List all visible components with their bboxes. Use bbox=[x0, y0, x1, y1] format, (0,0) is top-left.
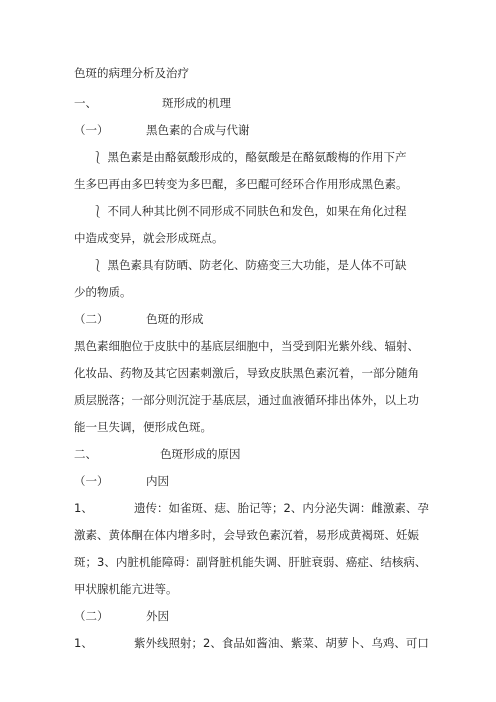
paragraph-4-line-4: 能一旦失调，便形成色斑。 bbox=[74, 420, 212, 434]
paragraph-5-line-3: 斑；3、内脏机能障碍：副肾脏机能失调、肝脏衰弱、癌症、结核病、 bbox=[74, 555, 427, 569]
paragraph-1-line-2: 生多巴再由多巴转变为多巴醌，多巴醌可经环合作用形成黑色素。 bbox=[74, 177, 408, 191]
paragraph-5-line-2: 激素、黄体酮在体内增多时，会导致色素沉着，易形成黄褐斑、妊娠 bbox=[74, 528, 419, 542]
bullet-mark: ⎱ bbox=[92, 150, 104, 164]
paragraph-5-text-1: 遗传：如雀斑、痣、胎记等；2、内分泌失调：雌激素、孕 bbox=[134, 501, 429, 515]
section-2-number: 二、 bbox=[74, 447, 97, 461]
section-2-title: 色斑形成的原因 bbox=[160, 447, 241, 461]
paragraph-5-number: 1、 bbox=[74, 501, 93, 515]
paragraph-2-line-1 bbox=[92, 204, 407, 218]
paragraph-6-text-1: 紫外线照射；2、食品如酱油、紫菜、胡萝卜、乌鸡、可口 bbox=[134, 636, 429, 650]
subsection-1-2-title: 色斑的形成 bbox=[146, 312, 204, 326]
bullet-mark: ⎱ bbox=[92, 258, 104, 272]
section-1-number: 一、 bbox=[74, 96, 97, 110]
paragraph-3-text-1: 黑色素具有防晒、防老化、防癌变三大功能，是人体不可缺 bbox=[107, 258, 407, 272]
paragraph-3-line-1 bbox=[92, 258, 407, 272]
section-2-heading bbox=[74, 447, 241, 461]
paragraph-5-line-4: 甲状腺机能亢进等。 bbox=[74, 582, 178, 596]
paragraph-4-line-1: 黑色素细胞位于皮肤中的基底层细胞中，当受到阳光紫外线、辐射、 bbox=[74, 339, 419, 353]
paragraph-2-text-1: 不同人种其比例不同形成不同肤色和发色，如果在角化过程 bbox=[107, 204, 407, 218]
paragraph-3-line-2: 少的物质。 bbox=[74, 285, 132, 299]
paragraph-2-line-2: 中造成变异，就会形成斑点。 bbox=[74, 231, 224, 245]
subsection-1-1-heading bbox=[74, 123, 250, 137]
paragraph-1-text-1: 黑色素是由酪氨酸形成的，酪氨酸是在酪氨酸梅的作用下产 bbox=[107, 150, 407, 164]
subsection-2-2-heading bbox=[74, 609, 169, 623]
doc-title: 色斑的病理分析及治疗 bbox=[74, 66, 189, 80]
paragraph-1-line-1 bbox=[92, 150, 407, 164]
paragraph-6-line-1 bbox=[74, 636, 429, 650]
subsection-1-1-number: （一） bbox=[74, 123, 109, 137]
paragraph-4-line-3: 质层脱落；一部分则沉淀于基底层，通过血液循环排出体外，以上功 bbox=[74, 393, 419, 407]
subsection-1-2-number: （二） bbox=[74, 312, 109, 326]
section-1-title: 斑形成的机理 bbox=[162, 96, 231, 110]
subsection-2-2-number: （二） bbox=[74, 609, 109, 623]
section-1-heading bbox=[74, 96, 231, 110]
subsection-2-1-title: 内因 bbox=[146, 474, 169, 488]
subsection-2-2-title: 外因 bbox=[146, 609, 169, 623]
subsection-1-1-title: 黑色素的合成与代谢 bbox=[146, 123, 250, 137]
subsection-1-2-heading bbox=[74, 312, 204, 326]
paragraph-5-line-1 bbox=[74, 501, 429, 515]
subsection-2-1-heading bbox=[74, 474, 169, 488]
subsection-2-1-number: （一） bbox=[74, 474, 109, 488]
paragraph-6-number: 1、 bbox=[74, 636, 93, 650]
paragraph-4-line-2: 化妆品、药物及其它因素刺激后，导致皮肤黑色素沉着，一部分随角 bbox=[74, 366, 419, 380]
bullet-mark: ⎱ bbox=[92, 204, 104, 218]
